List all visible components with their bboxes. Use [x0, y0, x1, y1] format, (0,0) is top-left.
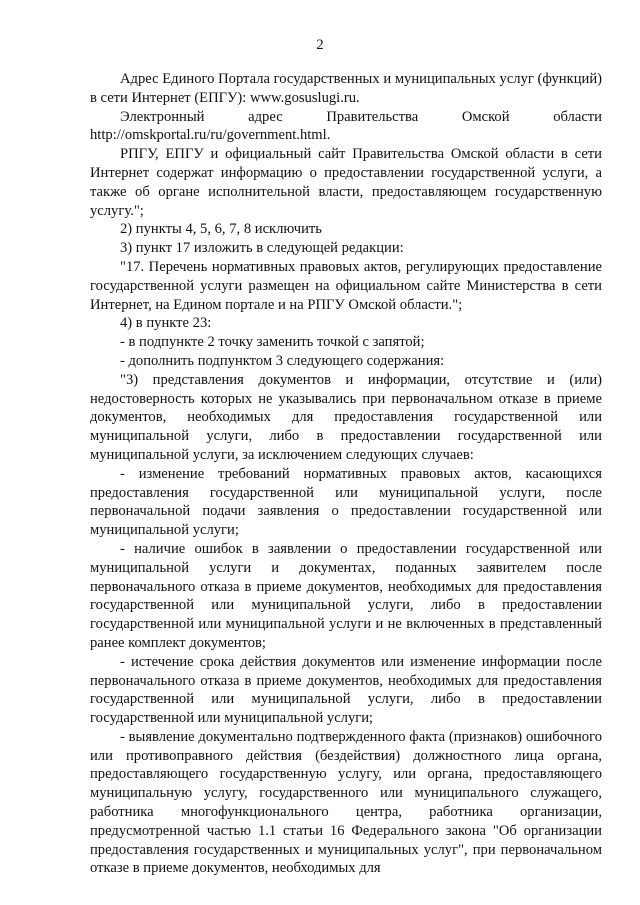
paragraph-add-subpoint-3: - дополнить подпунктом 3 следующего содержания:: [120, 352, 445, 369]
list-item-application-errors: - наличие ошибок в заявлении о предоставлении государственной или муниципальной услуги и документах, поданных заявителем после первоначального отказа в приеме документов, необходимых для предоставления государственной или муниципальной услуги, либо в предоставлении государственной или муниципальной услуги и не включенных в представленный ранее комплект документов;: [90, 540, 602, 651]
paragraph-subpoint-2-change: - в подпункте 2 точку заменить точкой с запятой;: [120, 334, 425, 351]
paragraph-portals-info: РПГУ, ЕПГУ и официальный сайт Правительства Омской области в сети Интернет содержат информацию о предоставлении государственной услуги, а также об органе исполнительной власти, предоставляющем государственную услугу.";: [90, 146, 602, 219]
paragraph-subpoint-3-text: "3) представления документов и информации, отсутствие и (или) недостоверность которых не указывались при первоначальном отказе в приеме документов, необходимых для предоставления государственной или муниципальной услуги, либо в предоставлении государственной или муниципальной услуги, за исключением следующих случаев:: [90, 371, 602, 463]
paragraph-item-4: 4) в пункте 23:: [120, 315, 212, 332]
paragraph-epgu-address: Адрес Единого Портала государственных и муниципальных услуг (функций) в сети Интернет (ЕПГУ): www.gosuslugi.ru.: [90, 71, 602, 106]
page-number: 2: [316, 37, 324, 53]
paragraph-item-2: 2) пункты 4, 5, 6, 7, 8 исключить: [120, 221, 322, 238]
list-item-wrongful-action: - выявление документально подтвержденного факта (признаков) ошибочного или противоправного действия (бездействия) должностного лица органа, предоставляющего государственную услугу, или органа, предоставляющего муниципальную услугу, государственного или муниципального служащего, работника многофункционального центра, работника организации, предусмотренной частью 1.1 статьи 16 Федерального закона "Об организации предоставления государственных и муниципальных услуг", при первоначальном отказе в приеме документов, необходимых для: [90, 728, 602, 877]
paragraph-government-url: http://omskportal.ru/ru/government.html.: [90, 127, 331, 144]
document-body: [90, 70, 602, 878]
list-item-documents-expiry: - истечение срока действия документов или изменение информации после первоначального отказа в приеме документов, необходимых для предоставления государственной или муниципальной услуги, либо в предоставлении государственной или муниципальной услуги;: [90, 653, 602, 727]
list-item-requirements-change: - изменение требований нормативных правовых актов, касающихся предоставления государственной или муниципальной услуги, после первоначальной подачи заявления о предоставлении государственной или муниципальной услуги;: [90, 465, 602, 539]
paragraph-point-17: "17. Перечень нормативных правовых актов, регулирующих предоставление государственной услуги размещен на официальном сайте Министерства в сети Интернет, на Едином портале и на РПГУ Омской области.";: [90, 258, 602, 313]
paragraph-government-email-label: Электронный адрес Правительства Омской области: [120, 108, 602, 125]
paragraph-item-3: 3) пункт 17 изложить в следующей редакции:: [120, 240, 404, 257]
